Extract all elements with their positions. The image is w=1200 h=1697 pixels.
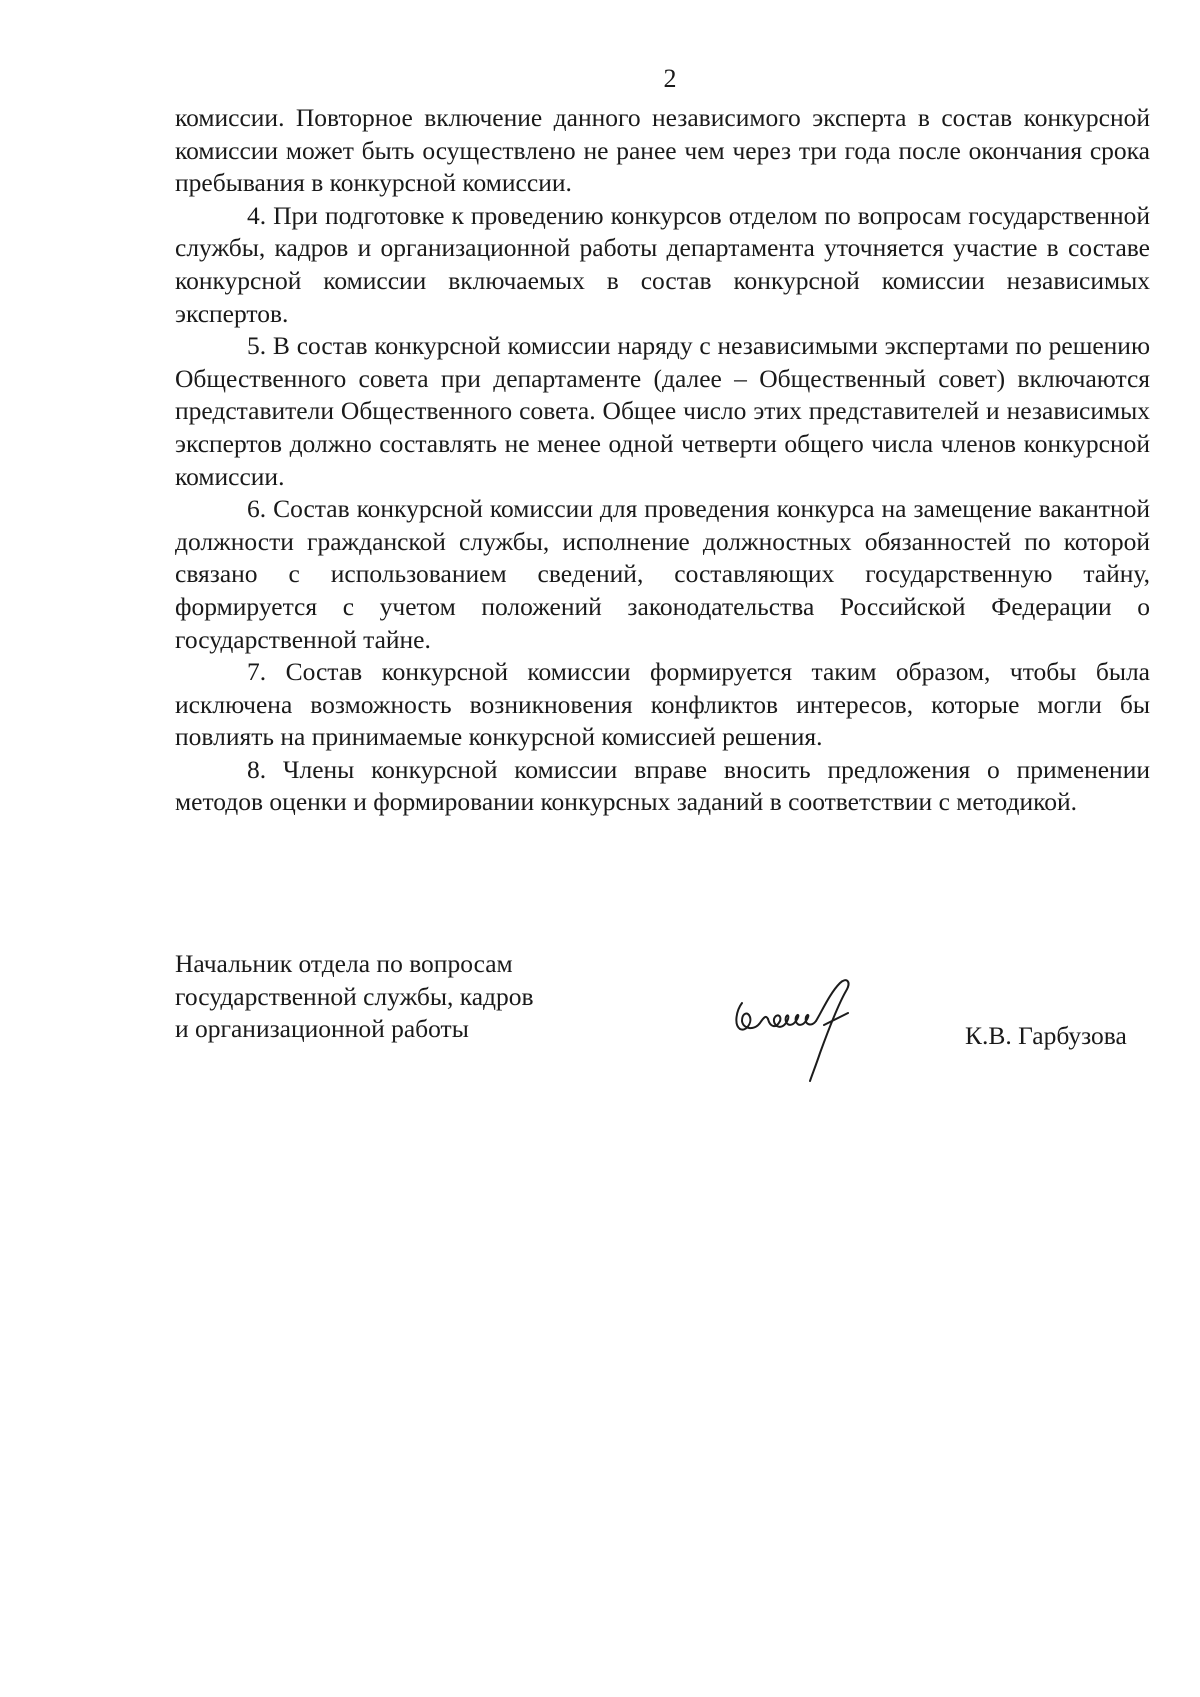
paragraph-item-6: 6. Состав конкурсной комиссии для проведения конкурса на замещение вакантной должности гражданской службы, исполнение должностных обязанностей по которой связано с использованием сведений, составляющих государственную тайну, формируется с учетом положений законодательства Российской Федерации о государственной тайне. [175, 494, 1150, 654]
signatory-title-line: и организационной работы [175, 1014, 469, 1044]
page-number: 2 [663, 64, 677, 93]
signatory-name: К.В. Гарбузова [965, 1021, 1127, 1050]
signatory-title-line: государственной службы, кадров [175, 981, 534, 1011]
paragraph-item-7: 7. Состав конкурсной комиссии формируется таким образом, чтобы была исключена возможность возникновения конфликтов интересов, которые могли бы повлиять на принимаемые конкурсной комиссией решения. [175, 657, 1150, 752]
paragraph-item-8: 8. Члены конкурсной комиссии вправе вносить предложения о применении методов оценки и формировании конкурсных заданий в соответствии с методикой. [175, 754, 1150, 817]
handwritten-signature [728, 975, 863, 1085]
signatory-title-line: Начальник отдела по вопросам [175, 949, 513, 978]
signatory-title [175, 948, 595, 1046]
paragraph-item-5: 5. В состав конкурсной комиссии наряду с независимыми экспертами по решению Общественного совета при департаменте (далее – Общественный совет) включаются представители Общественного совета. Общее число этих представителей и независимых экспертов должно составлять не менее одной четверти общего числа членов конкурсной комиссии. [175, 331, 1150, 491]
document-body [175, 102, 1150, 819]
paragraph-continuation: комиссии. Повторное включение данного независимого эксперта в состав конкурсной комиссии может быть осуществлено не ранее чем через три года после окончания срока пребывания в конкурсной комиссии. [175, 103, 1150, 198]
paragraph-item-4: 4. При подготовке к проведению конкурсов отделом по вопросам государственной службы, кадров и организационной работы департамента уточняется участие в составе конкурсной комиссии включаемых в состав конкурсной комиссии независимых экспертов. [175, 200, 1150, 328]
